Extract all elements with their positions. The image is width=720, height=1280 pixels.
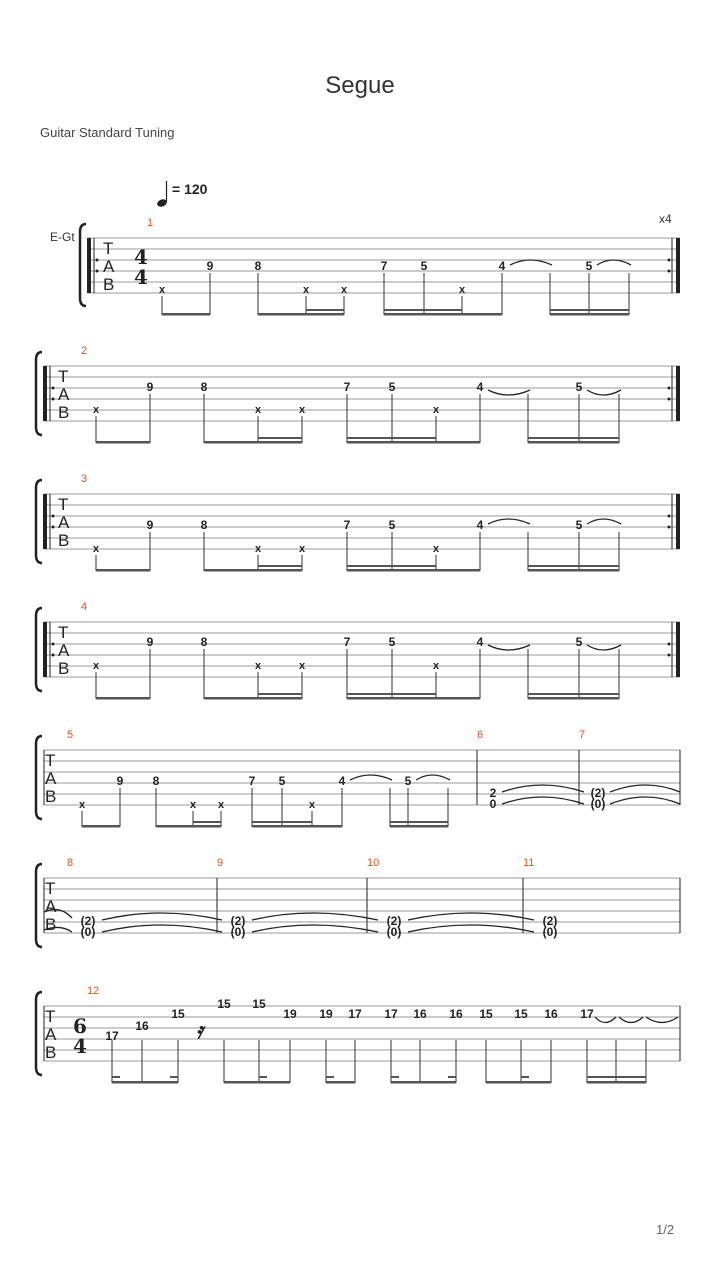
beam [587,1076,646,1078]
tie [595,1017,616,1023]
beam [528,693,619,695]
beam [550,309,629,311]
system-3 [36,473,680,572]
fret-number: 4 [498,259,506,273]
measure-number: 12 [87,985,100,997]
fret-number: (0) [230,925,246,939]
beam [390,821,448,823]
tie [587,645,621,650]
beam [96,569,150,572]
tab-letter-b: B [58,531,70,550]
fret-number: 9 [146,635,154,649]
fret-number: 16 [544,1007,558,1021]
fret-number: (0) [590,797,606,811]
measure-number: 10 [367,857,380,869]
tie [619,1017,643,1023]
system-1 [80,217,680,316]
fret-number: 8 [200,635,208,649]
fret-number: 15 [217,997,231,1011]
tab-letter-b: B [58,403,70,422]
beam [347,693,436,695]
fret-number: 17 [580,1007,594,1021]
measure-number: 8 [67,857,74,869]
dead-note: x [432,404,440,416]
beam [587,1081,646,1084]
beam [391,1076,399,1078]
beam [96,441,150,444]
dead-note: x [298,543,306,555]
tab-letter-b: B [45,915,57,934]
fret-number: 15 [171,1007,185,1021]
beam [347,569,480,572]
tab-letter-t: T [58,495,69,514]
fret-number: 5 [404,774,412,788]
beam [224,1081,290,1084]
tab-letter-a: A [58,641,70,660]
beam [204,441,302,444]
fret-number: 19 [283,1007,297,1021]
beam [162,313,210,316]
beam [528,441,619,444]
dead-note: x [158,284,166,296]
tab-letter-a: A [45,897,57,916]
beam [391,1081,456,1084]
tab-letter-b: B [58,659,70,678]
dead-note: x [298,660,306,672]
fret-number: (2) [590,786,606,800]
fret-number: 7 [248,774,256,788]
fret-number: 7 [343,518,351,532]
beam [258,437,302,439]
system-5 [36,729,680,828]
fret-number: 5 [388,518,396,532]
dead-note: x [217,799,225,811]
fret-number: 2 [489,786,497,800]
dead-note: x [458,284,466,296]
dead-note: x [254,660,262,672]
fret-number: 5 [575,518,583,532]
fret-number: 5 [388,380,396,394]
beam [347,565,436,567]
tab-letter-a: A [58,513,70,532]
measure-number: 11 [523,857,535,869]
measure-12-notes [105,997,678,1084]
beam [521,1076,529,1078]
dead-note: x [298,404,306,416]
dead-note: x [92,543,100,555]
beam [170,1076,178,1078]
fret-number: 7 [343,635,351,649]
fret-number: 17 [348,1007,362,1021]
fret-number: 9 [116,774,124,788]
fret-number: 5 [388,635,396,649]
measure-number: 5 [67,729,74,741]
tab-letter-t: T [58,367,69,386]
beam [258,313,344,316]
dead-note: x [340,284,348,296]
tie [416,775,450,780]
fret-number: (0) [80,925,96,939]
system-4 [36,601,680,700]
tie [350,775,392,780]
beam [326,1076,334,1078]
tuning-label: Guitar Standard Tuning [40,125,175,140]
fret-number: 17 [384,1007,398,1021]
dead-note: x [189,799,197,811]
tie [587,519,621,524]
fret-number: 8 [152,774,160,788]
dead-note: x [92,660,100,672]
fret-number: (2) [80,914,96,928]
beam [384,309,462,311]
fret-number: 8 [200,380,208,394]
beam [528,569,619,572]
beam [258,693,302,695]
page-title: Segue [325,72,395,99]
measure-number: 6 [477,729,484,741]
dead-note: x [432,660,440,672]
tie [510,260,552,265]
fret-number: 7 [343,380,351,394]
tie [488,519,530,524]
tab-letter-a: A [58,385,70,404]
fret-number: (2) [230,914,246,928]
beam [204,697,302,700]
time-sig-top: 4 [134,245,148,269]
tab-letter-b: B [103,275,115,294]
dead-note: x [302,284,310,296]
fret-number: 5 [420,259,428,273]
instrument-label: E-Gt [50,230,75,244]
tab-letter-a: A [45,769,57,788]
tab-letter-a: A [45,1025,57,1044]
rest-icon: 𝄿 [196,1019,203,1044]
tempo-text: = 120 [172,181,208,197]
dead-note: x [92,404,100,416]
beam [112,1081,178,1084]
dead-note: x [432,543,440,555]
tab-letter-t: T [58,623,69,642]
beam [528,437,619,439]
fret-number: 9 [206,259,214,273]
beam [347,441,480,444]
system-2 [36,345,680,444]
system-6 [36,857,680,947]
system-7 [36,985,680,1084]
fret-number: 4 [476,518,484,532]
beam [486,1081,551,1084]
tie [488,390,530,395]
fret-number: (0) [386,925,402,939]
fret-number: 17 [105,1029,119,1043]
dead-note: x [254,543,262,555]
beam [384,313,502,316]
tab-letter-b: B [45,787,57,806]
beam [259,1076,267,1078]
beam [112,1076,120,1078]
fret-number: 9 [146,380,154,394]
tab-letter-b: B [45,1043,57,1062]
fret-number: 19 [319,1007,333,1021]
fret-number: 15 [514,1007,528,1021]
measure-number: 1 [147,217,154,229]
fret-number: 16 [449,1007,463,1021]
beam [448,1076,456,1078]
beam [258,565,302,567]
beam [347,697,480,700]
measure-number: 4 [81,601,88,613]
tab-letter-t: T [45,1007,56,1026]
beam [156,825,221,828]
fret-number: 9 [146,518,154,532]
beam [252,825,342,828]
beam [528,697,619,700]
fret-number: (2) [386,914,402,928]
fret-number: 5 [278,774,286,788]
tie [488,645,530,650]
tie [587,390,621,395]
repeat-count: x4 [659,212,672,226]
fret-number: 5 [575,380,583,394]
fret-number: 4 [338,774,346,788]
fret-number: 15 [252,997,266,1011]
measure-number: 7 [579,729,586,741]
time-sig-bottom: 4 [73,1034,87,1058]
tie [646,1017,678,1023]
time-sig-top: 6 [73,1014,87,1038]
fret-number: 16 [413,1007,427,1021]
dead-note: x [308,799,316,811]
tab-letter-t: T [103,239,114,258]
fret-number: 5 [575,635,583,649]
tab-letter-t: T [45,751,56,770]
tempo-marking [156,181,208,208]
measure-number: 9 [217,857,224,869]
dead-note: x [254,404,262,416]
fret-number: 5 [585,259,593,273]
fret-number: 4 [476,635,484,649]
tab-letter-t: T [45,879,56,898]
tie [597,260,631,265]
fret-number: (2) [542,914,558,928]
measure-number: 2 [81,345,88,357]
fret-number: 15 [479,1007,493,1021]
beam [528,565,619,567]
fret-number: 16 [135,1019,149,1033]
beam [326,1081,355,1084]
beam [550,313,629,316]
beam [82,825,120,828]
beam [390,825,448,828]
beam [306,309,344,311]
fret-number: 8 [254,259,262,273]
beam [96,697,150,700]
fret-number: (0) [542,925,558,939]
beam [204,569,302,572]
fret-number: 4 [476,380,484,394]
fret-number: 0 [489,797,497,811]
tab-letter-a: A [103,257,115,276]
beam [193,821,221,823]
dead-note: x [78,799,86,811]
beam [252,821,312,823]
measure-number: 3 [81,473,88,485]
time-sig-bottom: 4 [134,265,148,289]
fret-number: 8 [200,518,208,532]
beam [347,437,436,439]
page-number: 1/2 [656,1222,675,1237]
fret-number: 7 [380,259,388,273]
